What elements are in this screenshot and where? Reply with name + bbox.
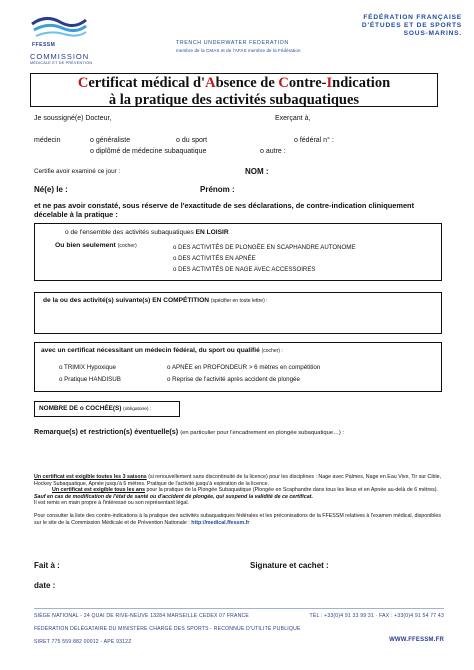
option-scaphandre[interactable]: o DES ACTIVITÉS DE PLONGÉE EN SCAPHANDRE AUTONOME (173, 244, 356, 251)
title-initial: C (278, 75, 289, 91)
medical-site-link[interactable]: http://medical.ffessm.fr (191, 519, 250, 526)
loisir-section (34, 223, 442, 281)
option-handisub[interactable]: o Pratique HANDISUB (59, 376, 121, 383)
fait-label: Fait à : (34, 561, 60, 570)
logo-text: FFESSM (32, 42, 56, 48)
info-paragraph-4: Il est remis en main propre à l'intéressé ou son représentant légal. (34, 500, 189, 507)
soussigne-label: Je soussigné(e) Docteur, (34, 115, 112, 122)
footer-divider (34, 608, 444, 609)
prenom-label: Prénom : (200, 185, 235, 194)
title-box (30, 73, 438, 107)
footer-federation: FÉDÉRATION DÉLÉGATAIRE DU MINISTÈRE CHARGÉ DES SPORTS - RECONNUE D'UTILITÉ PUBLIQUE (34, 626, 301, 632)
nombre-cochees-label (39, 405, 151, 412)
title-initial: I (326, 75, 333, 91)
option-apnee-profondeur[interactable]: o APNÉE en PROFONDEUR > 6 mètres en compétition (167, 364, 321, 371)
option-federal[interactable]: o fédéral n° : (294, 137, 334, 144)
title-part: ndication (332, 75, 391, 91)
page-subtitle: à la pratique des activités subaquatiques (108, 92, 360, 108)
page-title (31, 74, 437, 91)
option-apnee[interactable]: o DES ACTIVITÉS EN APNÉE (173, 255, 256, 262)
nombre-text: NOMBRE DE o COCHÉE(S) (39, 405, 122, 412)
qualifie-note: (cocher) : (261, 348, 283, 354)
date-label: date : (34, 581, 56, 590)
option-autre[interactable]: o autre : (260, 148, 286, 155)
option-loisir[interactable] (65, 229, 229, 236)
federation-english-name: TRENCH UNDERWATER FEDERATION (176, 40, 289, 46)
competition-text: de la ou des activité(s) suivante(s) EN COMPÉTITION (43, 297, 209, 304)
constat-text: et ne pas avoir constaté, sous réserve de l'exactitude de ses déclarations, de contre-indication cliniquement décelable à la pratique : (34, 201, 415, 219)
info-text-1: (si renouvellement sans discontinuité de la licence) pour les disciplines : Nage avec Palmes, Nage en Eau Vive, Tir sur Cible, Hockey Subaquatique, Apnée jusqu'à 6 mètres. Pratique de l'activité jusqu'à expiration de la licence. (34, 474, 442, 487)
commission-label: COMMISSION (30, 52, 90, 61)
footer-website-link[interactable]: WWW.FFESSM.FR (389, 637, 444, 643)
footer-siret: SIRET 775 559 882 00012 - APE 9312Z (34, 639, 132, 645)
info-paragraph-1 (34, 474, 442, 487)
ou-bien-label (55, 242, 137, 249)
qualifie-options-left (59, 362, 121, 386)
ou-bien-text: Ou bien seulement (55, 242, 116, 249)
remarques-note: (en particulier pour l'encadrement en plongée subaquatique…) : (180, 430, 345, 436)
remarques-text: Remarque(s) et restriction(s) éventuelle(s) (34, 427, 179, 436)
info-text-5: Pour consulter la liste des contre-indications à la pratique des activités subaquatiques fédérales et les préconisations de la FFESSM relatives à l'examen médical, disponibles sur le site de la Commission Médicale et de Prévention Nationale : (34, 512, 442, 526)
title-part: ontre- (288, 75, 327, 91)
competition-label[interactable] (43, 297, 268, 304)
commission-subtitle: MÉDICALE ET DE PRÉVENTION (30, 61, 93, 65)
loisir-options (173, 242, 355, 275)
info-paragraph-2 (34, 487, 442, 494)
title-part: ertificat médical d' (88, 75, 206, 91)
certifie-label: Certifie avoir examiné ce jour : (34, 168, 121, 175)
info-paragraph-5 (34, 513, 442, 526)
info-text-2: pour la pratique de la Plongée Subaquatique (Plongée en Scaphandre dans tous les lieux et en Apnée au-delà de 6 mètres). (145, 487, 439, 494)
nombre-note: (obligatoire) : (123, 407, 152, 412)
option-diplome[interactable]: o diplômé de médecine subaquatique (90, 148, 207, 155)
federation-name (302, 14, 462, 39)
footer-contact: TÉL : +33(0)4 91 33 99 31 · FAX : +33(0)4 91 54 77 43 (309, 613, 444, 619)
federation-line-2: D'ÉTUDES ET DE SPORTS (361, 22, 462, 30)
ne-le-label: Né(e) le : (34, 185, 68, 194)
cocher-note: (cocher) (117, 243, 137, 249)
membership-note: membre de la CMAS et de l'AFAS membre de la Fédération (176, 48, 301, 53)
ffessm-logo (30, 14, 88, 54)
qualifie-text: avec un certificat nécessitant un médecin fédéral, du sport ou qualifié (41, 347, 260, 354)
option-generaliste[interactable]: o généraliste (90, 137, 131, 144)
option-reprise[interactable]: o Reprise de l'activité après accident de plongée (167, 376, 300, 383)
option-nage[interactable]: o DES ACTIVITÉS DE NAGE AVEC ACCESSOIRES (173, 266, 316, 273)
info-block (34, 474, 442, 526)
federation-line-1: FÉDÉRATION FRANÇAISE (363, 14, 462, 21)
exercant-label: Exerçant à, (275, 115, 311, 122)
title-initial: C (77, 75, 89, 91)
qualifie-section (34, 342, 442, 392)
info-paragraph-3: Sauf en cas de modification de l'état de santé ou d'accident de plongée, qui suspend la validité de ce certificat. (34, 493, 313, 500)
loisir-text: o de l'ensemble des activités subaquatiques (65, 229, 196, 236)
option-sport[interactable]: o du sport (176, 137, 208, 144)
title-part: bsence de (215, 75, 279, 91)
competition-section (34, 292, 442, 334)
info-highlight-2: Un certificat est exigible tous les ans (52, 487, 146, 494)
signature-label: Signature et cachet : (250, 561, 329, 570)
remarques-label (34, 427, 344, 436)
qualifie-label (41, 347, 283, 354)
loisir-emphasis: EN LOISIR (195, 229, 229, 236)
medecin-label: médecin (34, 137, 61, 144)
option-trimix[interactable]: o TRIMIX Hypoxique (59, 364, 116, 371)
qualifie-options-right (167, 362, 320, 386)
federation-line-3: SOUS-MARINS. (403, 30, 462, 38)
nom-label: NOM : (245, 167, 269, 176)
competition-note: (spécifier en toute lettre) : (210, 298, 268, 304)
footer-address: SIÈGE NATIONAL - 24 QUAI DE RIVE-NEUVE 13284 MARSEILLE CEDEX 07 FRANCE (34, 613, 249, 619)
wave-logo-icon (30, 14, 88, 44)
title-initial: A (205, 75, 216, 91)
nombre-cochees-box[interactable] (34, 401, 180, 417)
info-highlight-1: Un certificat est exigible toutes les 3 saisons (34, 474, 147, 480)
